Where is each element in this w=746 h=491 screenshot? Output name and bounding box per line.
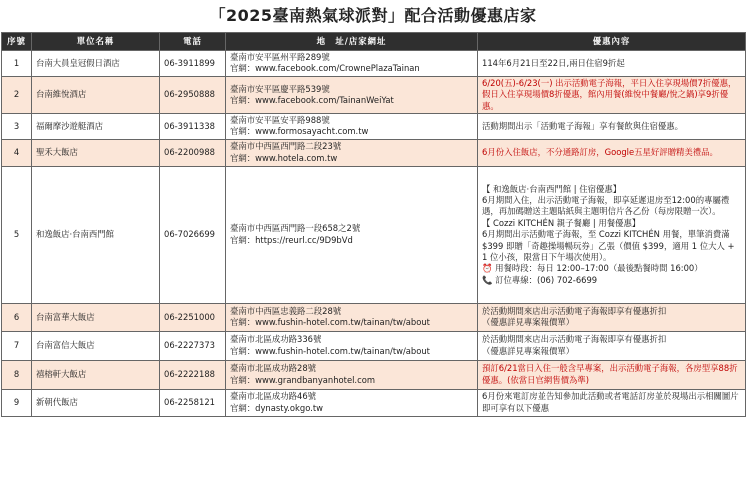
table-row xyxy=(2,139,746,166)
row-number: 9 xyxy=(2,389,32,416)
address-line: 臺南市安平區安平路988號 xyxy=(230,115,330,126)
table-row xyxy=(2,303,746,331)
row-number: 4 xyxy=(2,139,32,166)
table-header-row xyxy=(2,33,746,51)
hotel-name: 聖禾大飯店 xyxy=(32,139,160,166)
hotel-name: 福爾摩沙遊艇酒店 xyxy=(32,114,160,140)
row-number: 2 xyxy=(2,76,32,113)
website-line[interactable]: 官網：www.fushin-hotel.com.tw/tainan/tw/about xyxy=(230,317,430,328)
offer-line: 6月期間入住，出示活動電子海報，即享延遲退房至12:00的專屬禮遇，再加碼贈送主題貼紙與主題明信片各乙份（每房限贈一次）。 xyxy=(482,194,730,217)
website-line[interactable]: 官網：www.facebook.com/TainanWeiYat xyxy=(230,94,394,105)
row-number: 3 xyxy=(2,114,32,140)
row-number: 6 xyxy=(2,303,32,331)
row-number: 8 xyxy=(2,360,32,389)
hotel-address xyxy=(226,331,478,360)
offer-line: 6月份入住飯店，不分通路訂房，Google五星好評贈精美禮品。 xyxy=(482,147,718,158)
hotel-phone: 06-2227373 xyxy=(160,331,226,360)
table-row xyxy=(2,114,746,140)
hotel-offer xyxy=(478,166,746,303)
website-line[interactable]: 官網：www.facebook.com/CrownePlazaTainan xyxy=(230,63,420,74)
hotel-offer xyxy=(478,331,746,360)
website-line[interactable]: 官網：dynasty.okgo.tw xyxy=(230,402,323,413)
hotel-address xyxy=(226,114,478,140)
page-title: 「2025臺南熱氣球派對」配合活動優惠店家 xyxy=(209,6,537,25)
offer-line: 114年6月21日至22日,兩日住宿9折起 xyxy=(482,57,625,68)
row-number: 7 xyxy=(2,331,32,360)
hotel-address xyxy=(226,360,478,389)
hotel-offers-table xyxy=(1,32,746,417)
hotel-offer xyxy=(478,139,746,166)
hotel-offer xyxy=(478,51,746,77)
address-line: 臺南市安平區州平路289號 xyxy=(230,52,330,62)
header-name: 單位名稱 xyxy=(32,33,160,51)
row-number: 5 xyxy=(2,166,32,303)
hotel-address xyxy=(226,166,478,303)
table-row xyxy=(2,331,746,360)
offer-line: 活動期間出示「活動電子海報」享有餐飲與住宿優惠。 xyxy=(482,120,683,131)
hotel-address xyxy=(226,139,478,166)
table-row xyxy=(2,76,746,113)
address-line: 臺南市北區成功路28號 xyxy=(230,363,317,374)
hotel-offer xyxy=(478,389,746,416)
table-row xyxy=(2,360,746,389)
hotel-offer xyxy=(478,303,746,331)
hotel-phone: 06-2258121 xyxy=(160,389,226,416)
website-line[interactable]: 官網：www.fushin-hotel.com.tw/tainan/tw/about xyxy=(230,345,430,356)
hotel-name: 台南大員皇冠假日酒店 xyxy=(32,51,160,77)
hotel-address xyxy=(226,303,478,331)
hotel-offer xyxy=(478,114,746,140)
header-phone: 電話 xyxy=(160,33,226,51)
hotel-phone: 06-2200988 xyxy=(160,139,226,166)
offer-line: 📞 訂位專線：(06) 702-6699 xyxy=(482,274,598,285)
table-body xyxy=(2,51,746,417)
hotel-name: 台南富華大飯店 xyxy=(32,303,160,331)
address-line: 臺南市中西區西門路二段23號 xyxy=(230,141,342,152)
hotel-phone: 06-7026699 xyxy=(160,166,226,303)
offer-line: ⏰ 用餐時段：每日 12:00–17:00（最後點餐時間 16:00） xyxy=(482,263,703,274)
header-address: 地 址/店家網址 xyxy=(226,33,478,51)
hotel-phone: 06-2251000 xyxy=(160,303,226,331)
offer-line: 於活動期間來店出示活動電子海報即享有優惠折扣 xyxy=(482,305,667,316)
hotel-name: 新朝代飯店 xyxy=(32,389,160,416)
website-line[interactable]: 官網：www.grandbanyanhotel.com xyxy=(230,374,375,385)
offer-line: （優惠詳見專案報價單） xyxy=(482,345,575,356)
offer-line: 於活動期間來店出示活動電子海報即享有優惠折扣 xyxy=(482,334,667,345)
hotel-phone: 06-3911899 xyxy=(160,51,226,77)
website-line[interactable]: 官網：www.formosayacht.com.tw xyxy=(230,126,369,137)
offer-line: （優惠詳見專案報價單） xyxy=(482,317,575,328)
address-line: 臺南市安平區慶平路539號 xyxy=(230,83,330,94)
address-line: 臺南市中西區西門路一段658之2號 xyxy=(230,223,361,234)
table-row xyxy=(2,166,746,303)
offer-line: 預訂6/21當日入住一般含早專案，出示活動電子海報，各房型享88折優惠。(依當日官網售價為準) xyxy=(482,363,738,385)
hotel-address xyxy=(226,76,478,113)
hotel-phone: 06-3911338 xyxy=(160,114,226,140)
website-line[interactable]: 官網：https://reurl.cc/9D9bVd xyxy=(230,234,353,245)
hotel-name: 台南維悅酒店 xyxy=(32,76,160,113)
header-no: 序號 xyxy=(2,33,32,51)
offer-line: 6月份來電訂房並告知參加此活動或者電話訂房並於現場出示相關圖片即可享有以下優惠 xyxy=(482,391,739,413)
hotel-phone: 06-2950888 xyxy=(160,76,226,113)
hotel-phone: 06-2222188 xyxy=(160,360,226,389)
hotel-name: 台南富信大飯店 xyxy=(32,331,160,360)
address-line: 臺南市北區成功路336號 xyxy=(230,334,322,345)
table-row xyxy=(2,51,746,77)
table-row xyxy=(2,389,746,416)
offer-line: 【 和逸飯店·台南西門館 | 住宿優惠】 xyxy=(482,183,622,194)
header-offer: 優惠內容 xyxy=(478,33,746,51)
hotel-address xyxy=(226,51,478,77)
row-number: 1 xyxy=(2,51,32,77)
hotel-name: 和逸飯店·台南西門館 xyxy=(32,166,160,303)
hotel-offer xyxy=(478,76,746,113)
hotel-name: 禧榕軒大飯店 xyxy=(32,360,160,389)
address-line: 臺南市中西區忠義路二段28號 xyxy=(230,305,342,316)
offer-line: 6/20(五)-6/23(一) 出示活動電子海報，平日入住享現場價7折優惠，假日入住享現場價8折優惠，館內用餐(維悅中餐廳/悅之鍋)享9折優惠。 xyxy=(482,77,737,111)
hotel-address xyxy=(226,389,478,416)
address-line: 臺南市北區成功路46號 xyxy=(230,391,317,402)
offer-line: 6月期間出示活動電子海報，至 Cozzi KITCHÉN 用餐，單筆消費滿 $399 即贈「奇趣操場暢玩券」乙張（價值 $399，適用 1 位大人 + 1 位小孩，限當日下午場次使用）。 xyxy=(482,229,735,262)
offer-line: 【 Cozzi KITCHÉN 親子餐廳 | 用餐優惠】 xyxy=(482,217,641,228)
hotel-offer xyxy=(478,360,746,389)
website-line[interactable]: 官網：www.hotela.com.tw xyxy=(230,152,338,163)
